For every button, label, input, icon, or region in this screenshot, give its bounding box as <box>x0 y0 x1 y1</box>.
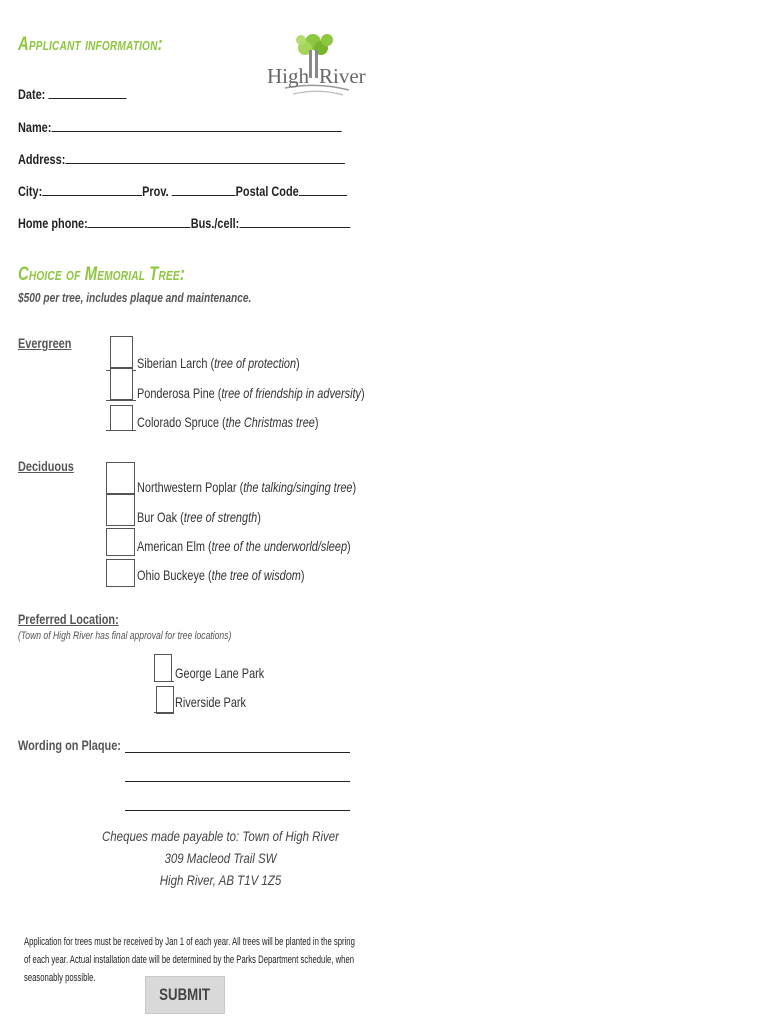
postal-code-label: Postal Code <box>235 183 299 199</box>
date-row <box>18 84 126 102</box>
ohio-buckeye-option: Ohio Buckeye (the tree of wisdom) <box>137 567 305 583</box>
bur-oak-checkbox[interactable] <box>106 494 135 526</box>
prov-label: Prov. <box>142 183 169 199</box>
colorado-spruce-meaning: the Christmas tree <box>225 414 315 430</box>
northwestern-poplar-checkbox[interactable] <box>106 462 135 494</box>
ponderosa-pine-underline <box>106 400 136 401</box>
prov-field[interactable] <box>172 181 236 196</box>
george-lane-park-underline <box>154 681 174 682</box>
ohio-buckeye-meaning: the tree of wisdom <box>211 567 301 583</box>
city-label: City: <box>18 183 43 199</box>
notice-line-2: of each year. Actual installation date will be determined by the Parks Department schedule, when <box>24 954 355 966</box>
phone-row <box>18 213 350 231</box>
name-label: Name: <box>18 119 52 135</box>
applicant-section-title: Applicant information: <box>18 34 163 55</box>
address-label: Address: <box>18 151 66 167</box>
ohio-buckeye-label: Ohio Buckeye <box>137 567 205 583</box>
american-elm-meaning: tree of the underworld/sleep <box>211 538 348 554</box>
riverside-park-checkbox[interactable] <box>156 686 174 714</box>
logo-text-river: River <box>319 64 366 88</box>
name-row <box>18 117 342 135</box>
evergreen-heading: Evergreen <box>18 335 72 351</box>
ohio-buckeye-checkbox[interactable] <box>106 559 135 587</box>
bur-oak-label: Bur Oak <box>137 509 178 525</box>
riverside-park-label: Riverside Park <box>175 694 247 710</box>
home-phone-field[interactable] <box>88 213 191 228</box>
ponderosa-pine-meaning: tree of friendship in adversity <box>221 385 362 401</box>
bus-cell-label: Bus./cell: <box>190 215 240 231</box>
siberian-larch-option: Siberian Larch (tree of protection) <box>137 355 300 371</box>
notice-line-3: seasonably possible. <box>24 972 96 984</box>
notice-line-1: Application for trees must be received by Jan 1 of each year. All trees will be planted in the spring <box>24 936 355 948</box>
bur-oak-option: Bur Oak (tree of strength) <box>137 509 261 525</box>
northwestern-poplar-meaning: the talking/singing tree <box>243 479 353 495</box>
high-river-logo <box>265 28 369 104</box>
location-heading: Preferred Location: <box>18 611 119 627</box>
submit-label: SUBMIT <box>159 985 211 1004</box>
american-elm-option: American Elm (tree of the underworld/sleep) <box>137 538 351 554</box>
name-field[interactable] <box>51 117 341 132</box>
riverside-park-underline <box>154 712 174 713</box>
submit-button[interactable] <box>145 976 225 1014</box>
postal-code-field[interactable] <box>299 181 347 196</box>
george-lane-park-label: George Lane Park <box>175 665 265 681</box>
payment-address <box>20 825 420 891</box>
colorado-spruce-underline <box>106 430 136 431</box>
city-row <box>18 181 347 199</box>
siberian-larch-meaning: tree of protection <box>214 355 297 371</box>
city-field[interactable] <box>42 181 142 196</box>
bur-oak-meaning: tree of strength <box>183 509 258 525</box>
plaque-line-2[interactable] <box>125 781 350 782</box>
logo-text-high: High <box>267 64 309 88</box>
plaque-label: Wording on Plaque: <box>18 737 121 753</box>
ponderosa-pine-option: Ponderosa Pine (tree of friendship in adversity) <box>137 385 365 401</box>
plaque-line-3[interactable] <box>125 810 350 811</box>
tree-price-note: $500 per tree, includes plaque and maintenance. <box>18 290 252 305</box>
deciduous-heading: Deciduous <box>18 458 74 474</box>
bus-cell-field[interactable] <box>239 213 350 228</box>
american-elm-label: American Elm <box>137 538 205 554</box>
colorado-spruce-option: Colorado Spruce (the Christmas tree) <box>137 414 319 430</box>
siberian-larch-checkbox[interactable] <box>110 336 133 368</box>
american-elm-checkbox[interactable] <box>106 528 135 556</box>
ponderosa-pine-label: Ponderosa Pine <box>137 385 215 401</box>
tree-section-title: Choice of Memorial Tree: <box>18 264 185 285</box>
george-lane-park-checkbox[interactable] <box>154 654 172 682</box>
colorado-spruce-checkbox[interactable] <box>110 405 133 431</box>
siberian-larch-label: Siberian Larch <box>137 355 208 371</box>
ponderosa-pine-checkbox[interactable] <box>110 368 133 400</box>
payable-to-line: Cheques made payable to: Town of High River <box>101 828 339 844</box>
date-field[interactable] <box>48 84 126 99</box>
colorado-spruce-label: Colorado Spruce <box>137 414 219 430</box>
northwestern-poplar-option: Northwestern Poplar (the talking/singing tree) <box>137 479 357 495</box>
city-postal-line: High River, AB T1V 1Z5 <box>159 872 281 888</box>
date-label: Date: <box>18 86 46 102</box>
northwestern-poplar-label: Northwestern Poplar <box>137 479 237 495</box>
home-phone-label: Home phone: <box>18 215 88 231</box>
address-field[interactable] <box>65 149 344 164</box>
address-row <box>18 149 345 167</box>
location-note: (Town of High River has final approval for tree locations) <box>18 630 232 642</box>
street-address-line: 309 Macleod Trail SW <box>163 850 277 866</box>
plaque-line-1[interactable] <box>125 752 350 753</box>
